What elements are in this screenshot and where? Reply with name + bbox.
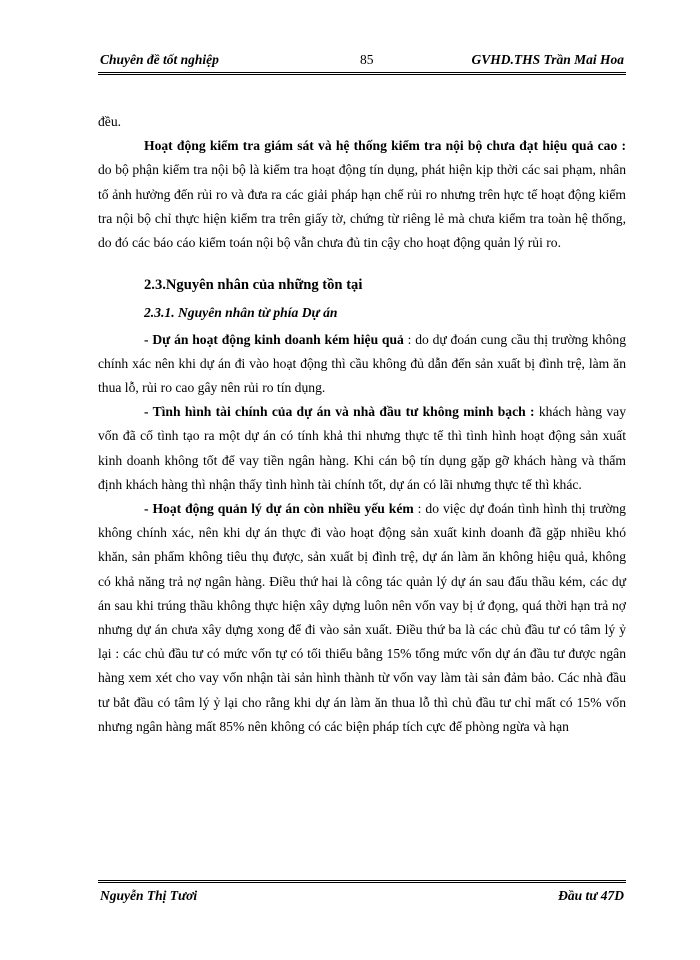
page-number: 85 (360, 52, 374, 67)
paragraph-lead: - Dự án hoạt động kinh doanh kém hiệu quả (144, 331, 404, 347)
paragraph-text: khách hàng vay vốn đã cố tình tạo ra một dự án có tính khả thi nhưng thực tế thì tình hình hoạt động sản xuất kinh doanh không tốt để vay tiền ngân hàng. Khi cán bộ tín dụng gặp gỡ khách hàng và thẩm định khách hàng thì nhận thấy tình hình tài chính tốt, dự án có lãi nhưng thực tế thì khác. (98, 404, 626, 492)
section-heading: 2.3.Nguyên nhân của những tồn tại (144, 277, 363, 294)
paragraph-continuation: đều. (98, 114, 122, 129)
paragraph-lead: Hoạt động kiểm tra giám sát và hệ thống kiểm tra nội bộ chưa đạt hiệu quả cao : (144, 138, 626, 154)
paragraph-internal-audit (98, 134, 626, 255)
page-body (98, 110, 626, 739)
footer-author: Nguyễn Thị Tươi (100, 888, 198, 903)
page-header (98, 50, 626, 75)
header-supervisor: GVHD.THS Trần Mai Hoa (471, 52, 624, 67)
paragraph-financial-transparency (98, 400, 626, 497)
footer-class: Đầu tư 47D (558, 888, 624, 903)
paragraph-project-inefficiency (98, 328, 626, 401)
paragraph-lead: - Tình hình tài chính của dự án và nhà đầu tư không minh bạch : (144, 404, 535, 420)
paragraph-project-management (98, 497, 626, 739)
page-footer (98, 880, 626, 907)
paragraph-text: : do việc dự đoán tình hình thị trường không chính xác, nên khi dự án thực đi vào hoạt động sản xuất kinh doanh đã gặp nhiều khó khăn, sản phẩm không tiêu thụ được, sản xuất bị đình trệ, dự án làm ăn không hiệu quả, không có khả năng trả nợ ngân hàng. Điều thứ hai là công tác quản lý dự án sau đấu thầu kém, các dự án sau khi trúng thầu không thực hiện xây dựng luôn nên vốn vay bị ứ đọng, quá thời hạn trả nợ nhưng dự án chưa xây dựng xong để đi vào sản xuất. Điều thứ ba là các chủ đầu tư có tâm lý ỷ lại : các chủ đầu tư có mức vốn tự có tối thiểu bằng 15% tổng mức vốn dự án đầu tư được ngân hàng xem xét cho vay vốn nhận tài sản hình thành từ vốn vay làm tài sản đảm bảo. Các nhà đầu tư bắt đầu có tâm lý ỷ lại cho rằng khi dự án làm ăn thua lỗ thì chủ đầu tư chỉ mất có 15% vốn nhưng ngân hàng mất 85% nên không có các biện pháp tích cực để phòng ngừa và hạn (98, 501, 626, 734)
header-title: Chuyên đề tốt nghiệp (100, 52, 219, 67)
paragraph-text: do bộ phận kiểm tra nội bộ là kiểm tra hoạt động tín dụng, phát hiện kịp thời các sai phạm, nhân tố ảnh hưởng đến rủi ro và đưa ra các giải pháp hạn chế rủi ro nhưng trên hực tế hoạt động kiểm tra nội bộ chỉ thực hiện kiểm tra trên giấy tờ, chứng từ riêng lẻ mà chưa kiểm tra toàn hệ thống, do đó các báo cáo kiểm toán nội bộ vẫn chưa đủ tin cậy cho hoạt động quản lý rủi ro. (98, 162, 626, 251)
subsection-heading: 2.3.1. Nguyên nhân từ phía Dự án (144, 305, 338, 321)
paragraph-text: : do dự đoán cung cầu thị trường không chính xác nên khi dự án đi vào hoạt động thì cầu không đủ dẫn đến sản xuất bị đình trệ, làm ăn thua lỗ, rủi ro cao gây nên rủi ro tín dụng. (98, 331, 626, 396)
paragraph-lead: - Hoạt động quản lý dự án còn nhiều yếu kém (144, 501, 414, 517)
